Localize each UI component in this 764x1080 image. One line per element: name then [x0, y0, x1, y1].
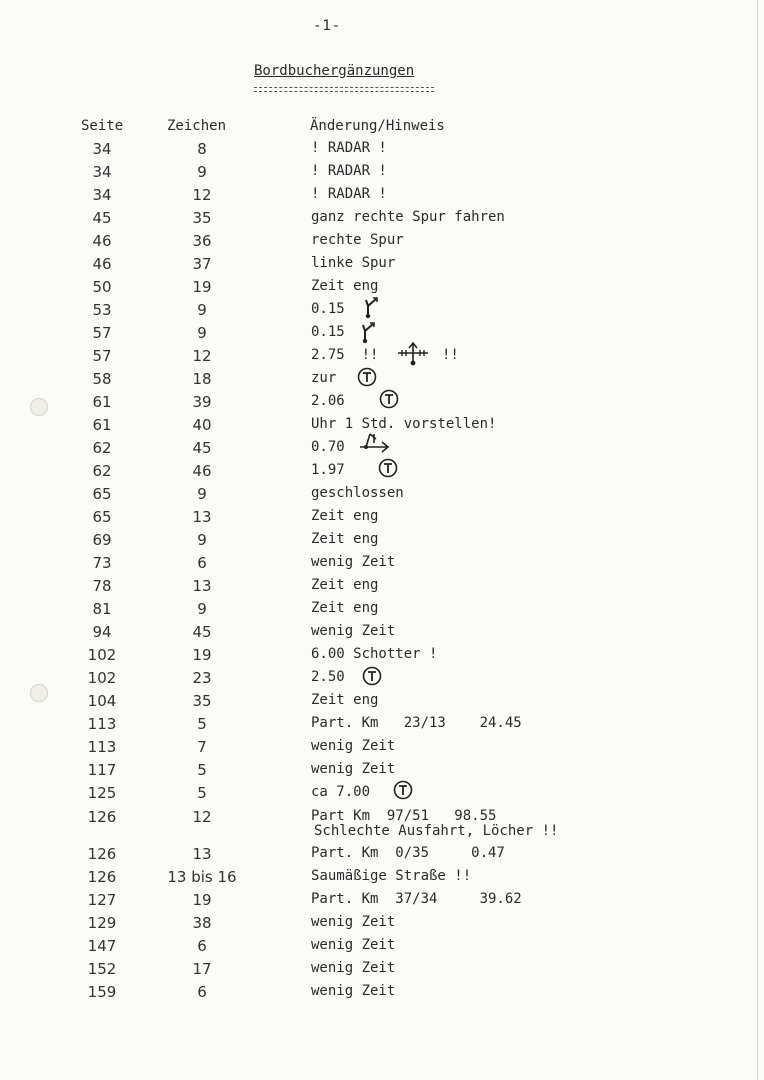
- cell-zeichen: 45: [192, 439, 212, 457]
- cell-seite: 57: [92, 324, 112, 342]
- cell-seite: 57: [92, 347, 112, 365]
- t-circle-icon: [362, 666, 382, 686]
- cell-zeichen: 13: [192, 508, 212, 526]
- cell-zeichen: 5: [197, 715, 207, 733]
- cell-zeichen: 13: [192, 845, 212, 863]
- cell-seite: 113: [87, 715, 117, 733]
- cell-zeichen: 17: [192, 960, 212, 978]
- cell-seite: 102: [87, 646, 117, 664]
- cell-hinweis: Uhr 1 Std. vorstellen!: [311, 416, 497, 432]
- table-row: [0, 163, 764, 185]
- cell-zeichen: 37: [192, 255, 212, 273]
- table-row: [0, 255, 764, 277]
- cell-hinweis: wenig Zeit: [311, 983, 396, 999]
- cell-hinweis: 0.70: [311, 439, 345, 455]
- cell-hinweis: Saumäßige Straße !!: [311, 868, 472, 884]
- column-header-hinweis: Änderung/Hinweis: [310, 118, 445, 134]
- table-row: [0, 209, 764, 231]
- cell-zeichen: 9: [197, 531, 207, 549]
- cell-hinweis: 2.50: [311, 669, 345, 685]
- cell-zeichen: 18: [192, 370, 212, 388]
- cell-seite: 61: [92, 393, 112, 411]
- t-circle-icon: [378, 458, 398, 478]
- table-row: [0, 485, 764, 507]
- table-row: [0, 761, 764, 783]
- cell-zeichen: 7: [197, 738, 207, 756]
- cell-hinweis: ! RADAR !: [311, 186, 387, 202]
- table-row: [0, 891, 764, 913]
- cell-hinweis: ganz rechte Spur fahren: [311, 209, 505, 225]
- cell-zeichen: 9: [197, 324, 207, 342]
- cell-hinweis: wenig Zeit: [311, 623, 396, 639]
- table-row: [0, 960, 764, 982]
- cell-hinweis: 6.00 Schotter !: [311, 646, 438, 662]
- cell-hinweis: Zeit eng: [311, 278, 379, 294]
- cell-hinweis: wenig Zeit: [311, 937, 396, 953]
- table-row: [0, 301, 764, 323]
- cell-seite: 81: [92, 600, 112, 618]
- cell-seite: 65: [92, 508, 112, 526]
- table-row: [0, 577, 764, 599]
- fork-right-icon: [360, 320, 378, 344]
- table-row: [0, 600, 764, 622]
- cell-zeichen: 6: [197, 554, 207, 572]
- cell-hinweis: rechte Spur: [311, 232, 404, 248]
- cell-zeichen: 9: [197, 163, 207, 181]
- cell-seite: 50: [92, 278, 112, 296]
- cell-hinweis: geschlossen: [311, 485, 404, 501]
- cell-seite: 117: [87, 761, 117, 779]
- cell-zeichen: 35: [192, 692, 212, 710]
- t-circle-icon: [379, 389, 399, 409]
- cell-hinweis: Part. Km 37/34 39.62: [311, 891, 522, 907]
- cell-zeichen: 5: [197, 784, 207, 802]
- cell-hinweis: ! RADAR !: [311, 163, 387, 179]
- cell-seite: 78: [92, 577, 112, 595]
- cell-seite: 62: [92, 439, 112, 457]
- cell-seite: 152: [87, 960, 117, 978]
- cell-zeichen: 19: [192, 278, 212, 296]
- route-arrow-icon: [356, 431, 392, 453]
- cell-seite: 126: [87, 845, 117, 863]
- cell-zeichen: 6: [197, 983, 207, 1001]
- cell-hinweis: Zeit eng: [311, 577, 379, 593]
- table-row: [0, 845, 764, 867]
- table-row: [0, 784, 764, 806]
- table-row: [0, 462, 764, 484]
- cell-seite: 102: [87, 669, 117, 687]
- cell-hinweis: wenig Zeit: [311, 960, 396, 976]
- cell-zeichen: 5: [197, 761, 207, 779]
- cell-seite: 53: [92, 301, 112, 319]
- cell-zeichen: 45: [192, 623, 212, 641]
- cell-seite: 147: [87, 937, 117, 955]
- cell-zeichen: 39: [192, 393, 212, 411]
- cell-zeichen: 8: [197, 140, 207, 158]
- table-row: [0, 914, 764, 936]
- table-row: [0, 554, 764, 576]
- table-row: [0, 278, 764, 300]
- table-row: [0, 868, 764, 890]
- cell-seite: 94: [92, 623, 112, 641]
- table-row: [0, 531, 764, 553]
- t-circle-icon: [393, 780, 413, 800]
- cell-seite: 125: [87, 784, 117, 802]
- fork-right-icon: [363, 295, 381, 319]
- cell-hinweis: wenig Zeit: [311, 738, 396, 754]
- cell-hinweis: 0.15: [311, 301, 345, 317]
- cell-zeichen: 6: [197, 937, 207, 955]
- cell-zeichen: 19: [192, 646, 212, 664]
- table-row: [0, 393, 764, 415]
- table-row: [0, 186, 764, 208]
- cell-seite: 73: [92, 554, 112, 572]
- table-row: [0, 508, 764, 530]
- cell-seite: 34: [92, 163, 112, 181]
- crossroads-icon: [396, 341, 430, 367]
- cell-seite: 62: [92, 462, 112, 480]
- cell-zeichen: 9: [197, 301, 207, 319]
- cell-hinweis: Part Km 97/51 98.55: [311, 808, 497, 824]
- cell-seite: 129: [87, 914, 117, 932]
- cell-hinweis: Zeit eng: [311, 508, 379, 524]
- cell-hinweis: zur: [311, 370, 337, 386]
- cell-hinweis: Part. Km 0/35 0.47: [311, 845, 505, 861]
- title-double-underline: [254, 87, 434, 92]
- cell-seite: 46: [92, 232, 112, 250]
- column-header-zeichen: Zeichen: [167, 118, 227, 134]
- cell-zeichen: 12: [192, 186, 212, 204]
- cell-hinweis: Zeit eng: [311, 692, 379, 708]
- table-row: [0, 347, 764, 369]
- table-row: [0, 623, 764, 645]
- cell-hinweis: ca 7.00: [311, 784, 371, 800]
- cell-zeichen: 38: [192, 914, 212, 932]
- cell-seite: 34: [92, 140, 112, 158]
- column-header-seite: Seite: [81, 118, 124, 134]
- table-row: [0, 669, 764, 691]
- cell-zeichen: 46: [192, 462, 212, 480]
- table-row: [0, 232, 764, 254]
- cell-zeichen: 12: [192, 808, 212, 826]
- cell-seite: 127: [87, 891, 117, 909]
- cell-hinweis: wenig Zeit: [311, 761, 396, 777]
- cell-hinweis: wenig Zeit: [311, 914, 396, 930]
- table-row: [0, 937, 764, 959]
- cell-hinweis-after: !!: [442, 347, 459, 363]
- cell-hinweis-line2: Schlechte Ausfahrt, Löcher !!: [314, 823, 559, 839]
- cell-seite: 159: [87, 983, 117, 1001]
- cell-seite: 45: [92, 209, 112, 227]
- cell-seite: 113: [87, 738, 117, 756]
- cell-zeichen: 9: [197, 600, 207, 618]
- cell-zeichen: 40: [192, 416, 212, 434]
- cell-zeichen: 13 bis 16: [167, 868, 237, 886]
- cell-seite: 126: [87, 808, 117, 826]
- cell-hinweis: Zeit eng: [311, 531, 379, 547]
- page-number: -1-: [313, 18, 342, 34]
- cell-seite: 46: [92, 255, 112, 273]
- cell-seite: 34: [92, 186, 112, 204]
- cell-seite: 104: [87, 692, 117, 710]
- cell-zeichen: 12: [192, 347, 212, 365]
- table-row: [0, 808, 764, 839]
- cell-seite: 65: [92, 485, 112, 503]
- table-row: [0, 140, 764, 162]
- cell-hinweis: 2.75 !!: [311, 347, 379, 363]
- cell-zeichen: 36: [192, 232, 212, 250]
- cell-zeichen: 13: [192, 577, 212, 595]
- cell-seite: 69: [92, 531, 112, 549]
- cell-hinweis: 2.06: [311, 393, 345, 409]
- table-row: [0, 692, 764, 714]
- document-title: Bordbuchergänzungen: [254, 63, 415, 79]
- cell-hinweis: 0.15: [311, 324, 345, 340]
- cell-seite: 58: [92, 370, 112, 388]
- cell-zeichen: 23: [192, 669, 212, 687]
- cell-zeichen: 19: [192, 891, 212, 909]
- table-row: [0, 324, 764, 346]
- cell-hinweis: Part. Km 23/13 24.45: [311, 715, 522, 731]
- cell-hinweis: linke Spur: [311, 255, 396, 271]
- cell-seite: 61: [92, 416, 112, 434]
- cell-zeichen: 35: [192, 209, 212, 227]
- cell-hinweis: 1.97: [311, 462, 345, 478]
- cell-seite: 126: [87, 868, 117, 886]
- t-circle-icon: [357, 367, 377, 387]
- table-row: [0, 738, 764, 760]
- cell-hinweis: wenig Zeit: [311, 554, 396, 570]
- cell-hinweis: ! RADAR !: [311, 140, 387, 156]
- table-row: [0, 715, 764, 737]
- table-row: [0, 646, 764, 668]
- cell-zeichen: 9: [197, 485, 207, 503]
- cell-hinweis: Zeit eng: [311, 600, 379, 616]
- table-row: [0, 983, 764, 1005]
